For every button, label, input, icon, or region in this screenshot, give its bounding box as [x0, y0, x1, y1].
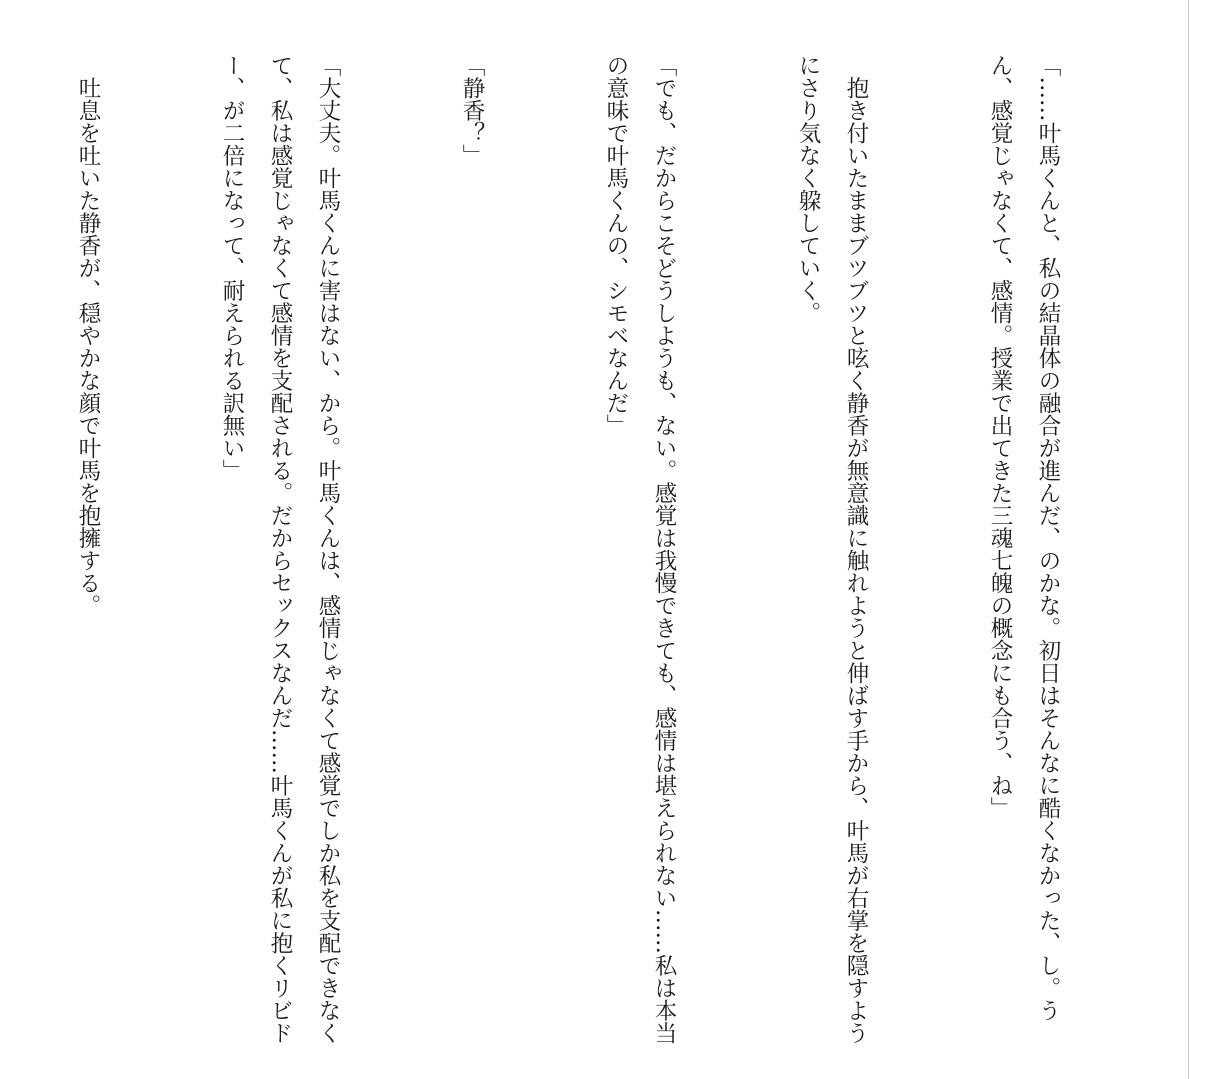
paragraph: 抱き付いたままブツブツと呟く静香が無意識に触れようと伸ばす手から、叶馬が右掌を隠すようにさり気なく躱していく。	[795, 54, 869, 1044]
paragraph: 「大丈夫。叶馬くんに害はない、から。叶馬くんは、感情じゃなくて感覚でしか私を支配できなくて、私は感覚じゃなくて感情を支配される。だからセックスなんだ……叶馬くんが私に抱くリビドー、が二倍になって、耐えられる訳無い」	[219, 54, 341, 1044]
paragraph: 「……叶馬くんと、私の結晶体の融合が進んだ、のかな。初日はそんなに酷くなかった、し。うん、感覚じゃなくて、感情。授業で出てきた三魂七魄の概念にも合う、ね」	[987, 54, 1061, 1022]
vertical-text-body	[0, 54, 1168, 1054]
paragraph: 吐息を吐いた静香が、穏やかな顔で叶馬を抱擁する。	[75, 54, 101, 617]
paragraph: 「静香？」	[459, 54, 485, 167]
paragraph: 「でも、だからこそどうしようも、ない。感覚は我慢できても、感情は堪えられない……私は本当の意味で叶馬くんの、シモベなんだ」	[603, 54, 677, 1044]
page-edge-divider	[1188, 0, 1189, 1079]
